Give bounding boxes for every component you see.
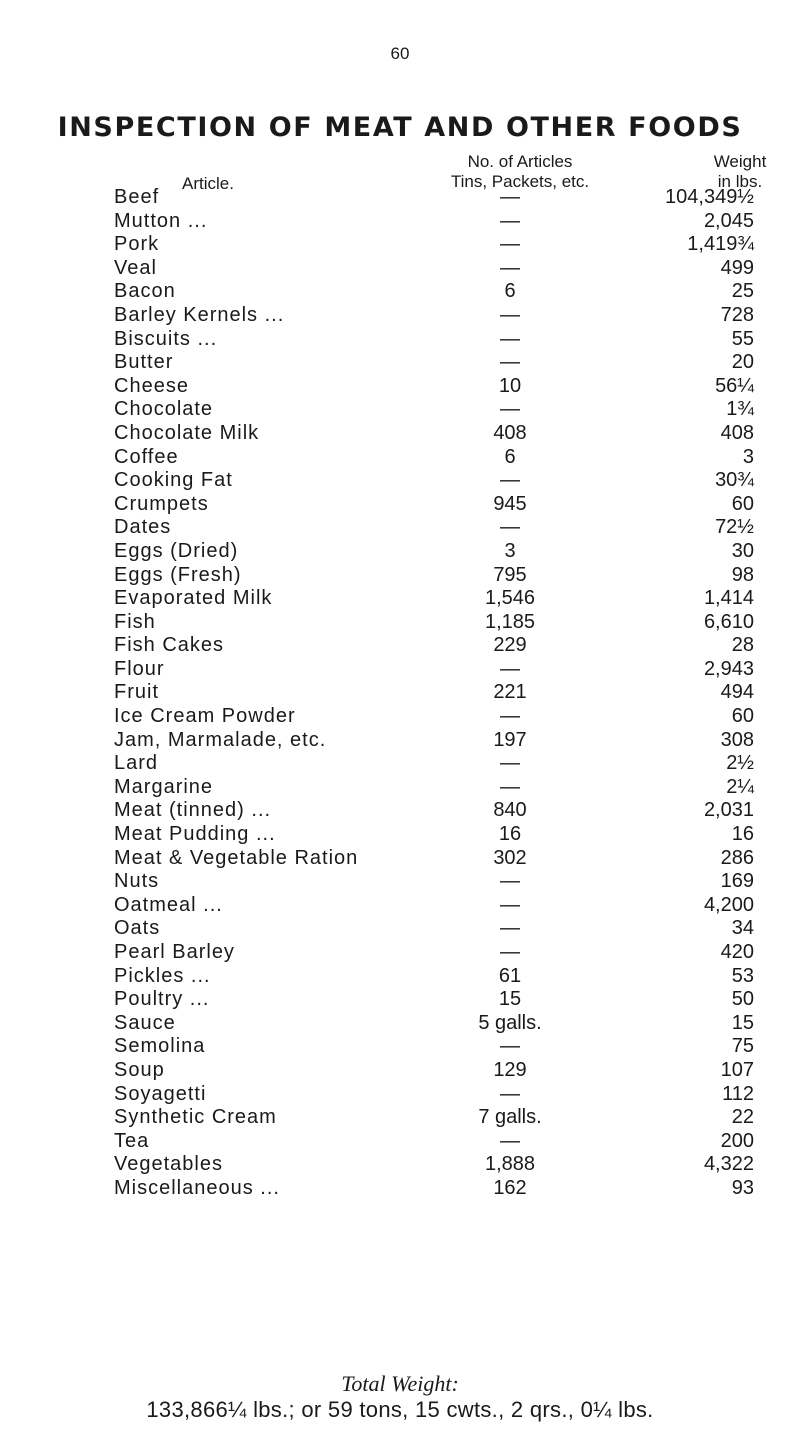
table-row [0,965,800,989]
table-row [0,564,800,588]
article-name: Biscuits ... [114,327,218,350]
table-row [0,375,800,399]
article-count: 5 galls. [478,1011,542,1034]
article-weight: 16 [731,823,754,846]
article-count: 7 galls. [478,1106,542,1129]
article-name: Evaporated Milk [114,587,273,610]
article-name: Ice Cream Powder [114,705,296,728]
article-name: Barley Kernels ... [114,303,285,326]
article-name: Beef [114,186,160,208]
table-row [0,540,800,564]
article-count: — [500,186,520,208]
article-name: Dates [114,516,172,539]
article-name: Soup [114,1058,165,1081]
table-row [0,280,800,304]
article-weight: 499 [720,256,754,279]
article-count: — [500,870,520,893]
table-row [0,752,800,776]
article-name: Butter [114,351,174,374]
article-weight: 169 [720,870,754,893]
table-row [0,469,800,493]
article-count: — [500,705,520,728]
table-row [0,587,800,611]
article-name: Mutton ... [114,209,208,232]
article-weight: 98 [731,563,754,586]
table-row [0,1106,800,1130]
article-count: — [500,917,520,940]
article-weight: 55 [731,327,754,350]
article-count: 3 [504,539,516,562]
table-row [0,493,800,517]
article-name: Bacon [114,280,176,303]
table-row [0,776,800,800]
table-row [0,1012,800,1036]
article-count: — [500,233,520,256]
article-weight: 60 [731,705,754,728]
article-weight: 2,943 [703,657,754,680]
article-count: — [500,516,520,539]
article-name: Sauce [114,1011,176,1034]
article-name: Coffee [114,445,179,468]
article-count: — [500,941,520,963]
article-count: 1,888 [484,1153,536,1176]
article-count: — [500,752,520,775]
article-count: — [500,327,520,350]
article-count: 61 [498,964,522,987]
table-row [0,823,800,847]
article-name: Soyagetti [114,1082,207,1105]
article-name: Fish [114,610,156,633]
article-name: Pearl Barley [114,941,235,963]
article-weight: 2,045 [703,209,754,232]
table-row [0,1059,800,1083]
total-weight-label: Total Weight: [341,1371,459,1396]
article-weight: 93 [731,1176,754,1199]
article-count: — [500,1129,520,1152]
article-weight: 25 [731,280,754,303]
article-name: Nuts [114,870,160,893]
article-weight: 408 [720,421,754,444]
table-row [0,681,800,705]
column-header-weight-line1: Weight [713,152,767,171]
table-row [0,870,800,894]
article-count: 1,185 [484,610,536,633]
table-row [0,634,800,658]
article-weight: 30 [731,539,754,562]
table-row [0,328,800,352]
article-name: Cooking Fat [114,469,233,492]
table-row [0,894,800,918]
article-weight: 22 [731,1106,754,1129]
article-count: — [500,1082,520,1105]
article-name: Lard [114,752,159,775]
article-name: Miscellaneous ... [114,1176,280,1199]
article-weight: 2½ [726,752,754,775]
article-name: Semolina [114,1035,206,1058]
table-row [0,1130,800,1154]
article-name: Pork [114,233,160,256]
article-count: — [500,1035,520,1058]
article-name: Pickles ... [114,964,211,987]
article-count: 15 [498,988,522,1011]
article-weight: 30¾ [715,469,754,492]
table-row [0,988,800,1012]
article-count: 795 [493,563,527,586]
article-count: 840 [493,799,527,822]
table-row [0,422,800,446]
table-row [0,304,800,328]
table-row [0,186,800,210]
article-count: 302 [493,846,527,869]
article-count: 408 [493,421,527,444]
article-name: Oats [114,917,161,940]
table-row [0,705,800,729]
article-count: 16 [498,823,522,846]
article-name: Oatmeal ... [114,893,223,916]
page-title: INSPECTION OF MEAT AND OTHER FOODS [57,112,743,143]
inspection-table [0,186,800,1201]
article-count: 197 [493,728,527,751]
article-weight: 286 [720,846,754,869]
table-row [0,233,800,257]
article-name: Fruit [114,681,159,704]
article-count: 6 [504,280,516,303]
article-weight: 15 [731,1011,754,1034]
article-name: Margarine [114,775,214,798]
article-count: — [500,657,520,680]
article-name: Eggs (Fresh) [114,563,242,586]
article-name: Chocolate [114,398,214,421]
article-weight: 56¼ [715,374,754,397]
article-name: Tea [114,1129,150,1152]
article-name: Poultry ... [114,988,210,1011]
article-count: — [500,351,520,374]
article-count: 229 [493,634,527,657]
table-row [0,658,800,682]
article-weight: 104,349½ [665,186,754,208]
page-number: 60 [390,44,410,63]
table-row [0,611,800,635]
article-count: — [500,303,520,326]
article-name: Meat Pudding ... [114,823,276,846]
table-row [0,516,800,540]
table-row [0,446,800,470]
article-name: Crumpets [114,492,209,515]
article-count: — [500,256,520,279]
article-weight: 6,610 [703,610,754,633]
article-name: Cheese [114,374,189,397]
article-count: 6 [504,445,516,468]
article-name: Veal [114,256,157,279]
article-name: Synthetic Cream [114,1106,277,1129]
article-weight: 4,322 [703,1153,754,1176]
article-count: 221 [493,681,527,704]
article-weight: 53 [731,964,754,987]
article-weight: 420 [720,941,754,963]
article-count: — [500,398,520,421]
article-name: Vegetables [114,1153,223,1176]
table-row [0,1035,800,1059]
article-count: 1,546 [484,587,536,610]
table-row [0,847,800,871]
article-count: — [500,893,520,916]
article-weight: 112 [722,1082,754,1105]
article-count: 129 [493,1058,527,1081]
article-name: Flour [114,657,165,680]
article-name: Meat & Vegetable Ration [114,846,359,869]
table-row [0,210,800,234]
table-row [0,398,800,422]
column-header-weight-line2: in lbs. [717,172,763,191]
article-weight: 72½ [715,516,754,539]
article-weight: 28 [731,634,754,657]
table-row [0,941,800,965]
article-count: — [500,775,520,798]
article-weight: 1,414 [703,587,754,610]
column-header-count-line2: Tins, Packets, etc. [450,172,590,191]
article-weight: 75 [731,1035,754,1058]
article-weight: 728 [720,303,754,326]
article-name: Jam, Marmalade, etc. [114,728,327,751]
table-row [0,799,800,823]
table-row [0,917,800,941]
article-name: Fish Cakes [114,634,225,657]
article-count: 162 [493,1176,527,1199]
article-weight: 50 [731,988,754,1011]
article-weight: 200 [720,1129,754,1152]
article-weight: 1¾ [726,398,754,421]
table-row [0,729,800,753]
article-weight: 107 [720,1058,754,1081]
article-weight: 4,200 [703,893,754,916]
article-weight: 494 [720,681,754,704]
article-name: Meat (tinned) ... [114,799,272,822]
article-weight: 2,031 [703,799,754,822]
table-row [0,1083,800,1107]
article-weight: 2¼ [726,775,754,798]
article-weight: 20 [731,351,754,374]
table-row [0,1177,800,1201]
table-row [0,1153,800,1177]
article-count: 945 [493,492,527,515]
article-weight: 34 [731,917,754,940]
article-weight: 3 [742,445,754,468]
article-name: Chocolate Milk [114,421,260,444]
column-header-count-line1: No. of Articles [467,152,573,171]
column-header-article: Article. [182,174,234,193]
table-row [0,257,800,281]
article-count: — [500,209,520,232]
article-weight: 1,419¾ [687,233,754,256]
article-name: Eggs (Dried) [114,539,239,562]
table-row [0,351,800,375]
article-weight: 60 [731,492,754,515]
total-weight-value: 133,866¼ lbs.; or 59 tons, 15 cwts., 2 qrs., 0¼ lbs. [146,1397,654,1422]
article-count: 10 [498,374,522,397]
article-weight: 308 [720,728,754,751]
article-count: — [500,469,520,492]
